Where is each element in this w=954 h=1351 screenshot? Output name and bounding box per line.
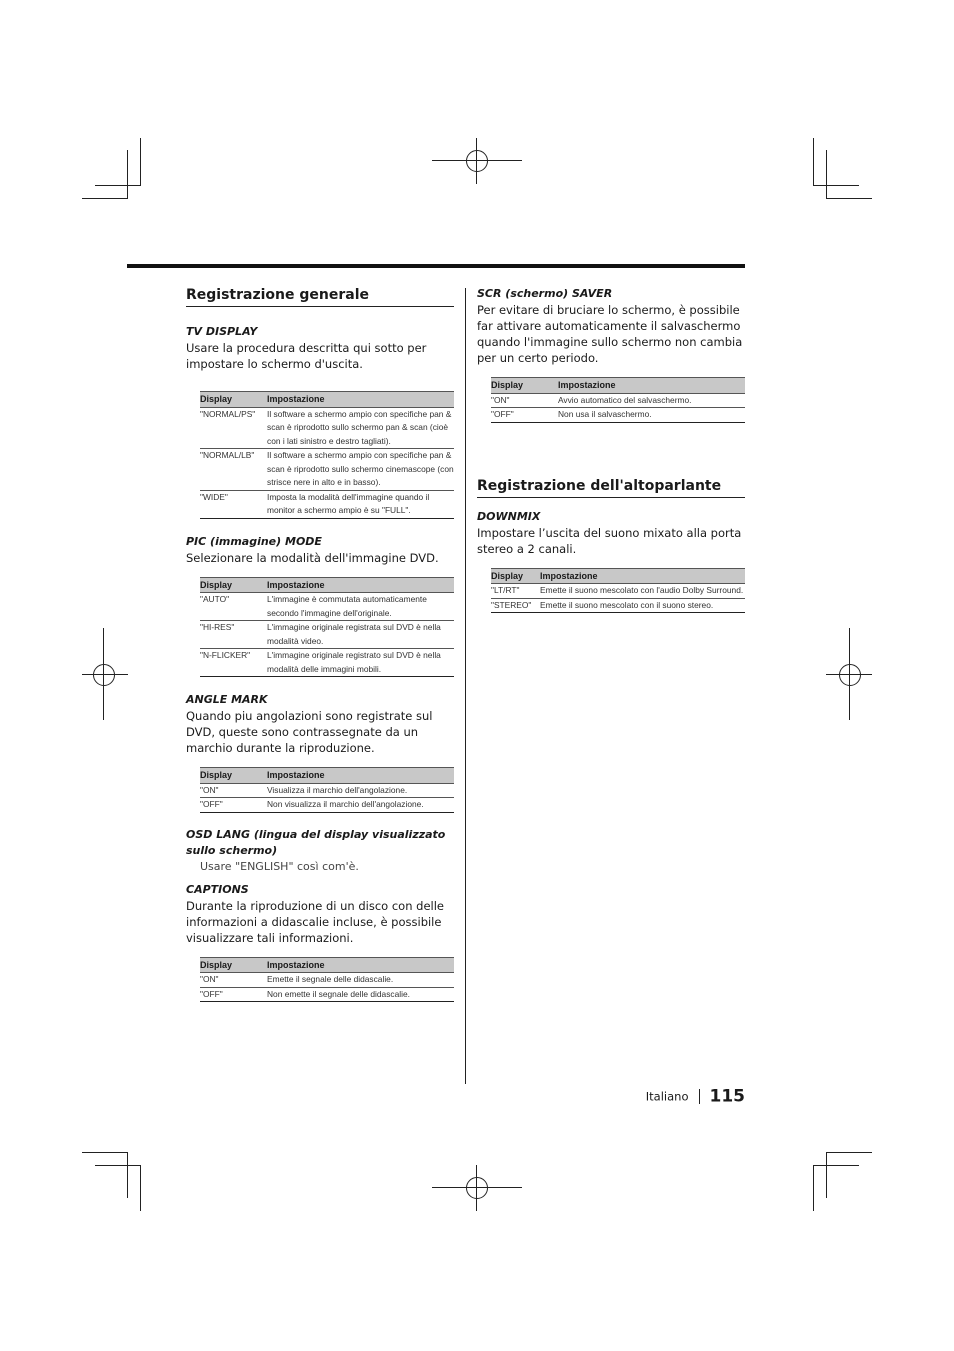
speaker-section-title: Registrazione dell'altoparlante bbox=[477, 477, 745, 498]
registration-line bbox=[849, 628, 850, 720]
display-value: "LT/RT" bbox=[491, 584, 540, 599]
display-value: "NORMAL/LB" bbox=[200, 449, 267, 491]
crop-mark bbox=[95, 1165, 141, 1166]
pic-mode-text: Selezionare la modalità dell'immagine DVD. bbox=[186, 550, 439, 565]
angle-mark-heading: ANGLE MARK bbox=[186, 693, 268, 706]
table-row bbox=[491, 408, 745, 423]
crop-mark bbox=[140, 1165, 141, 1211]
setting-description: Non usa il salvaschermo. bbox=[558, 408, 745, 423]
display-value: "OFF" bbox=[200, 987, 267, 1002]
table-row bbox=[200, 621, 454, 649]
setting-description: L'immagine è commutata automaticamente secondo l'immagine dell'originale. bbox=[267, 593, 454, 621]
crop-mark bbox=[140, 138, 141, 186]
table-header-row bbox=[491, 568, 745, 584]
display-value: "OFF" bbox=[491, 408, 558, 423]
display-value: "ON" bbox=[200, 973, 267, 988]
scr-saver-heading: SCR (schermo) SAVER bbox=[477, 287, 613, 300]
footer-separator bbox=[699, 1089, 700, 1104]
osd-lang-section bbox=[186, 827, 454, 875]
section-title: Registrazione generale bbox=[186, 286, 454, 307]
angle-mark-text: Quando piu angolazioni sono registrate sul DVD, queste sono contrassegnate da un marchio durante la riproduzione. bbox=[186, 709, 433, 755]
table-header-row bbox=[200, 768, 454, 784]
registration-line bbox=[476, 1165, 477, 1211]
table-header-row bbox=[200, 577, 454, 593]
column-header-setting: Impostazione bbox=[540, 568, 745, 584]
table-row bbox=[200, 407, 454, 449]
setting-description: Non visualizza il marchio dell'angolazione. bbox=[267, 798, 454, 813]
column-header-display: Display bbox=[491, 568, 540, 584]
display-value: "HI-RES" bbox=[200, 621, 267, 649]
tv-display-heading: TV DISPLAY bbox=[186, 325, 258, 338]
page-number: 115 bbox=[709, 1086, 745, 1107]
display-value: "STEREO" bbox=[491, 598, 540, 613]
column-header-setting: Impostazione bbox=[267, 957, 454, 973]
setting-description: Il software a schermo ampio con specifiche pan & scan è riprodotto sullo schermo cinemascope (con strisce nere in alto e in basso). bbox=[267, 449, 454, 491]
table-row bbox=[491, 598, 745, 613]
scr-saver-section bbox=[477, 286, 745, 423]
registration-target-icon bbox=[93, 664, 115, 686]
table-row bbox=[200, 593, 454, 621]
registration-line bbox=[103, 628, 104, 720]
table-header-row bbox=[200, 957, 454, 973]
column-header-setting: Impostazione bbox=[267, 392, 454, 408]
downmix-heading: DOWNMIX bbox=[477, 509, 541, 523]
registration-target-icon bbox=[466, 150, 488, 172]
crop-mark bbox=[826, 150, 827, 198]
captions-section bbox=[186, 882, 454, 1003]
osd-lang-text: Usare "ENGLISH" così com'è. bbox=[200, 859, 359, 873]
setting-description: L'immagine originale registrato sul DVD è nella modalità delle immagini mobili. bbox=[267, 649, 454, 677]
crop-mark bbox=[82, 1152, 128, 1153]
downmix-table bbox=[491, 568, 745, 614]
display-value: "OFF" bbox=[200, 798, 267, 813]
column-header-display: Display bbox=[200, 577, 267, 593]
angle-mark-section bbox=[186, 692, 454, 813]
registration-target-icon bbox=[466, 1177, 488, 1199]
pic-mode-section bbox=[186, 534, 454, 678]
display-value: "WIDE" bbox=[200, 490, 267, 518]
table-row bbox=[200, 449, 454, 491]
column-header-display: Display bbox=[200, 768, 267, 784]
captions-heading: CAPTIONS bbox=[186, 882, 249, 896]
page-footer bbox=[600, 1086, 745, 1107]
crop-mark bbox=[95, 185, 141, 186]
table-header-row bbox=[491, 378, 745, 394]
table-row bbox=[200, 649, 454, 677]
registration-target-icon bbox=[839, 664, 861, 686]
table-row bbox=[200, 798, 454, 813]
scr-saver-table bbox=[491, 377, 745, 423]
right-column bbox=[477, 286, 745, 613]
crop-mark bbox=[127, 1152, 128, 1198]
osd-lang-heading: OSD LANG (lingua del display visualizzato sullo schermo) bbox=[186, 827, 446, 857]
column-header-setting: Impostazione bbox=[558, 378, 745, 394]
setting-description: Il software a schermo ampio con specifiche pan & scan è riprodotto sullo schermo pan & scan (cioè con i lati sinistro e destro tagliati). bbox=[267, 407, 454, 449]
column-header-display: Display bbox=[491, 378, 558, 394]
setting-description: Emette il suono mescolato con il suono stereo. bbox=[540, 598, 745, 613]
setting-description: Emette il suono mescolato con l'audio Dolby Surround. bbox=[540, 584, 745, 599]
table-header-row bbox=[200, 392, 454, 408]
registration-line bbox=[432, 160, 522, 161]
table-row bbox=[200, 987, 454, 1002]
setting-description: Non emette il segnale delle didascalie. bbox=[267, 987, 454, 1002]
setting-description: Imposta la modalità dell'immagine quando il monitor a schermo ampio è su "FULL". bbox=[267, 490, 454, 518]
registration-line bbox=[476, 138, 477, 184]
downmix-text: Impostare l’uscita del suono mixato alla porta stereo a 2 canali. bbox=[477, 525, 742, 556]
crop-mark bbox=[813, 1165, 859, 1166]
table-row bbox=[200, 490, 454, 518]
column-header-setting: Impostazione bbox=[267, 768, 454, 784]
tv-display-table bbox=[200, 391, 454, 519]
display-value: "AUTO" bbox=[200, 593, 267, 621]
footer-language: Italiano bbox=[645, 1089, 689, 1104]
column-header-display: Display bbox=[200, 957, 267, 973]
setting-description: L'immagine originale registrata sul DVD è nella modalità video. bbox=[267, 621, 454, 649]
display-value: "ON" bbox=[200, 783, 267, 798]
setting-description: Avvio automatico del salvaschermo. bbox=[558, 393, 745, 408]
table-row bbox=[200, 783, 454, 798]
column-header-setting: Impostazione bbox=[267, 577, 454, 593]
crop-mark bbox=[813, 1165, 814, 1211]
crop-mark bbox=[127, 150, 128, 198]
tv-display-section bbox=[186, 324, 454, 519]
display-value: "NORMAL/PS" bbox=[200, 407, 267, 449]
pic-mode-table bbox=[200, 577, 454, 678]
tv-display-text: Usare la procedura descritta qui sotto per impostare lo schermo d'uscita. bbox=[186, 341, 427, 371]
registration-line bbox=[82, 674, 128, 675]
header-rule bbox=[127, 264, 745, 268]
crop-mark bbox=[813, 138, 814, 186]
display-value: "ON" bbox=[491, 393, 558, 408]
pic-mode-heading: PIC (immagine) MODE bbox=[186, 534, 322, 548]
display-value: "N-FLICKER" bbox=[200, 649, 267, 677]
column-divider bbox=[465, 288, 466, 1084]
crop-mark bbox=[826, 198, 872, 199]
crop-mark bbox=[826, 1152, 827, 1198]
setting-description: Emette il segnale delle didascalie. bbox=[267, 973, 454, 988]
scr-saver-text: Per evitare di bruciare lo schermo, è possibile far attivare automaticamente il salvaschermo quando l'immagine sullo schermo non cambia per un certo periodo. bbox=[477, 303, 743, 365]
table-row bbox=[200, 973, 454, 988]
registration-line bbox=[432, 1187, 522, 1188]
crop-mark bbox=[826, 1152, 872, 1153]
angle-mark-table bbox=[200, 767, 454, 813]
captions-text: Durante la riproduzione di un disco con delle informazioni a didascalie incluse, è possibile visualizzare tali informazioni. bbox=[186, 898, 444, 945]
downmix-section bbox=[477, 509, 745, 614]
left-column bbox=[186, 286, 454, 1002]
table-row bbox=[491, 393, 745, 408]
crop-mark bbox=[82, 198, 128, 199]
table-row bbox=[491, 584, 745, 599]
setting-description: Visualizza il marchio dell'angolazione. bbox=[267, 783, 454, 798]
column-header-display: Display bbox=[200, 392, 267, 408]
captions-table bbox=[200, 957, 454, 1003]
crop-mark bbox=[813, 185, 859, 186]
